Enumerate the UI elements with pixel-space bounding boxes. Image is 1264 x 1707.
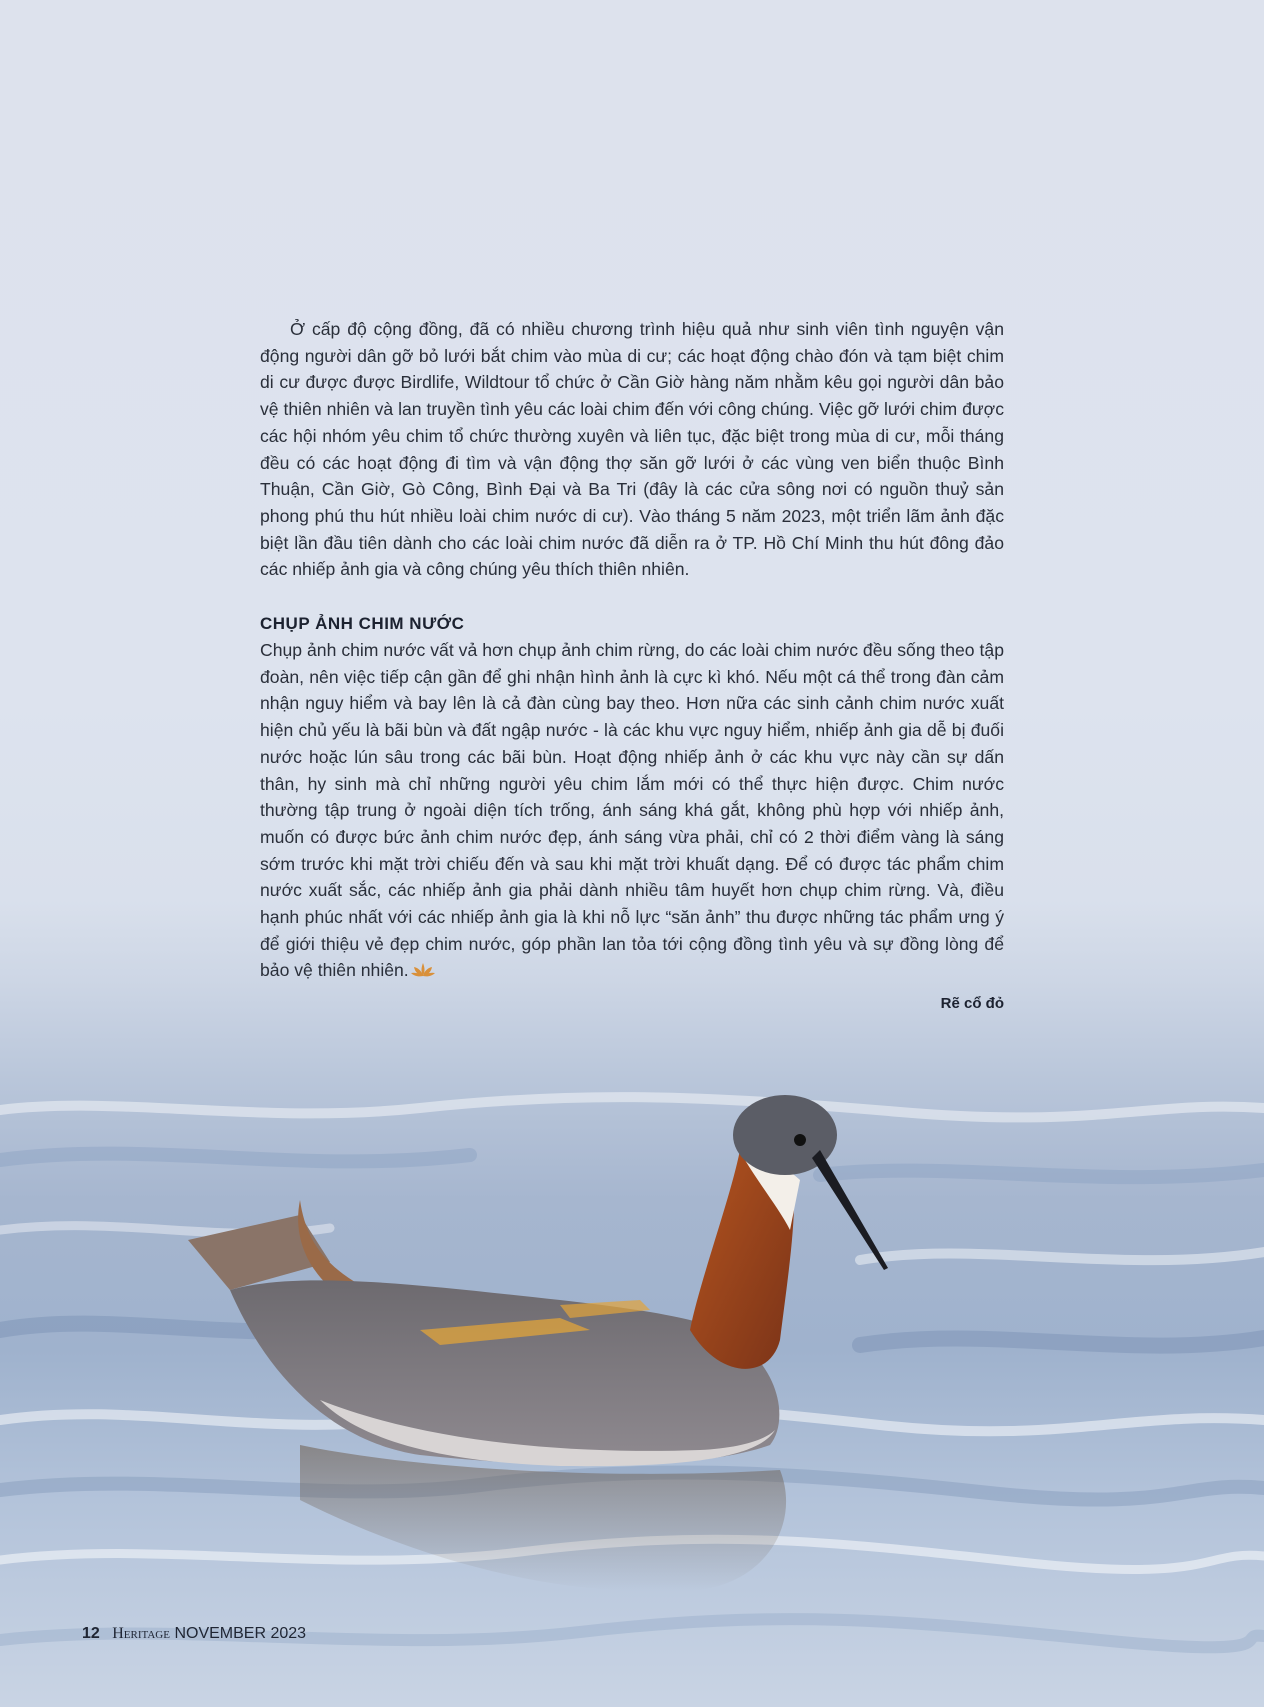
article-body	[260, 316, 1004, 984]
issue-date: NOVEMBER 2023	[174, 1625, 307, 1642]
page-number: 12	[82, 1625, 100, 1642]
author-byline: Rẽ cổ đỏ	[940, 995, 1004, 1012]
page-footer	[82, 1625, 306, 1643]
section-heading: CHỤP ẢNH CHIM NƯỚC	[260, 614, 465, 634]
article-paragraph-2	[260, 637, 1004, 984]
article-paragraph-2-text: Chụp ảnh chim nước vất vả hơn chụp ảnh chim rừng, do các loài chim nước đều sống theo tập đoàn, nên việc tiếp cận gần để ghi nhận hình ảnh là cực kì khó. Nếu một cá thể trong đàn cảm nhận nguy hiểm và bay lên là cả đàn cùng bay theo. Hơn nữa các sinh cảnh chim nước xuất hiện chủ yếu là bãi bùn và đất ngập nước - là các khu vực nguy hiểm, nhiếp ảnh gia dễ bị đuối nước hoặc lún sâu trong các bãi bùn. Hoạt động nhiếp ảnh ở các khu vực này cần sự dấn thân, hy sinh mà chỉ những người yêu chim lắm mới có thể thực hiện được. Chim nước thường tập trung ở ngoài diện tích trống, ánh sáng khá gắt, không phù hợp với nhiếp ảnh, muốn có được bức ảnh chim nước đẹp, ánh sáng vừa phải, chỉ có 2 thời điểm vàng là sáng sớm trước khi mặt trời chiếu đến và sau khi mặt trời khuất dạng. Để có được tác phẩm chim nước xuất sắc, các nhiếp ảnh gia phải dành nhiều tâm huyết hơn chụp chim rừng. Và, điều hạnh phúc nhất với các nhiếp ảnh gia là khi nỗ lực “săn ảnh” thu được những tác phẩm ưng ý để giới thiệu vẻ đẹp chim nước, góp phần lan tỏa tới cộng đồng tình yêu và sự đồng lòng để bảo vệ thiên nhiên.	[260, 640, 1004, 981]
magazine-name: Heritage	[112, 1625, 170, 1642]
article-paragraph-1: Ở cấp độ cộng đồng, đã có nhiều chương trình hiệu quả như sinh viên tình nguyện vận động người dân gỡ bỏ lưới bắt chim vào mùa di cư; các hoạt động chào đón và tạm biệt chim di cư được được Birdlife, Wildtour tổ chức ở Cần Giờ hàng năm nhằm kêu gọi người dân bảo vệ thiên nhiên và lan truyền tình yêu các loài chim đến với công chúng. Việc gỡ lưới chim được các hội nhóm yêu chim tổ chức thường xuyên và liên tục, đặc biệt trong mùa di cư, mỗi tháng đều có các hoạt động đi tìm và vận động thợ săn gỡ lưới ở các vùng ven biển thuộc Bình Thuận, Cần Giờ, Gò Công, Bình Đại và Ba Tri (đây là các cửa sông nơi có nguồn thuỷ sản phong phú thu hút nhiều loài chim nước di cư). Vào tháng 5 năm 2023, một triển lãm ảnh đặc biệt lần đầu tiên dành cho các loài chim nước đã diễn ra ở TP. Hồ Chí Minh thu hút đông đảo các nhiếp ảnh gia và công chúng yêu thích thiên nhiên.	[260, 319, 1004, 580]
lotus-ornament-icon	[411, 962, 435, 978]
